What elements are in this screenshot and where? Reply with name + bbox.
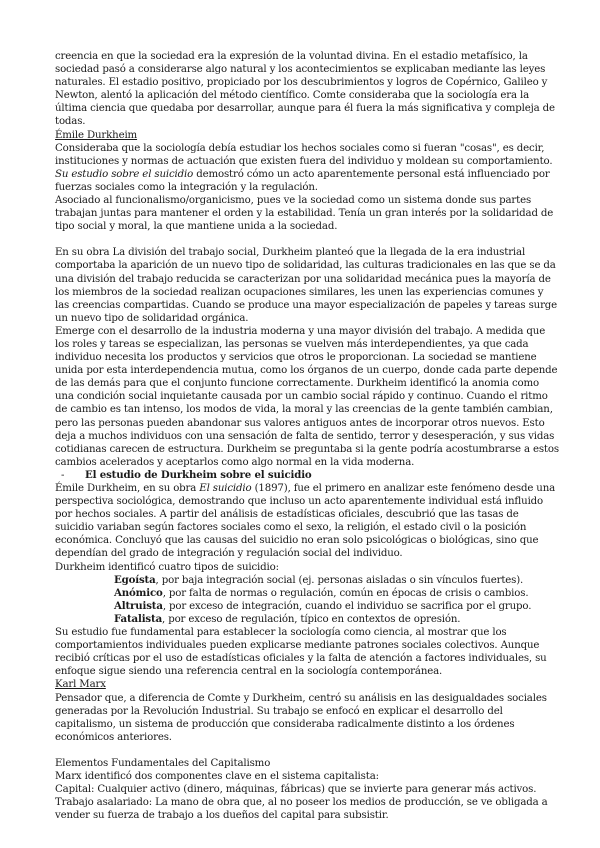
- list-item: Egoísta, por baja integración social (ej. personas aisladas o sin vínculos fuertes).: [114, 573, 524, 586]
- list-item: Anómico, por falta de normas o regulación, común en épocas de crisis o cambios.: [114, 586, 529, 599]
- division-paragraph-1: En su obra La división del trabajo social, Durkheim planteó que la llegada de la era industrial comportaba la aparición de un nuevo tipo de solidaridad, las culturas tradicionales en las que se da una división del trabajo reducida se caracterizan por una solidaridad mecánica pues la mayoría de los miembros de la sociedad realizan ocupaciones similares, les unen las experiencias comunes y las creencias compartidas. Cuando se produce una mayor especialización de papeles y tareas surge un nuevo tipo de solidaridad orgánica.: [55, 247, 558, 324]
- durkheim-paragraph-1: Consideraba que la sociología debía estudiar los hechos sociales como si fueran "cosas", es decir, instituciones y normas de actuación que existen fuera del individuo y moldean su comportamiento. Su estudio sobre el suicidio demostró cómo un acto aparentemente personal está influenciado por fuerzas sociales como la integración y la regulación.: [55, 142, 553, 193]
- marx-heading: Karl Marx: [55, 679, 106, 691]
- capitalism-heading: Elementos Fundamentales del Capitalismo: [55, 757, 271, 769]
- suicide-types-intro: Durkheim identificó cuatro tipos de suicidio:: [55, 561, 279, 573]
- suicide-heading: - El estudio de Durkheim sobre el suicidio: [61, 468, 312, 481]
- durkheim-heading: Émile Durkheim: [55, 129, 138, 141]
- division-paragraph-2: Emerge con el desarrollo de la industria moderna y una mayor división del trabajo. A medida que los roles y tareas se especializan, las personas se vuelven más interdependientes, ya que cada individuo necesita los productos y servicios que otros le proporcionan. La sociedad se mantiene unida por esta interdependencia mutua, como los órganos de un cuerpo, donde cada parte depende de las demás para que el conjunto funcione correctamente. Durkheim identificó la anomia como una condición social inquietante causada por un cambio social rápido y continuo. Cuando el ritmo de cambio es tan intenso, los modos de vida, la moral y las creencias de la gente también cambian, pero las personas pueden abandonar sus valores antiguos antes de incorporar otros nuevos. Esto deja a muchos individuos con una sensación de falta de sentido, terror y desesperación, y sus vidas cotidianas carecen de estructura. Durkheim se preguntaba si la gente podría acostumbrarse a estos cambios acelerados y aceptarlos como algo normal en la vida moderna.: [55, 325, 559, 468]
- bullet-dash: -: [61, 469, 65, 481]
- intro-continuation: creencia en que la sociedad era la expresión de la voluntad divina. En el estadio metafísico, la sociedad pasó a considerarse algo natural y los acontecimientos se explicaban mediante las leyes naturales. El estadio positivo, propiciado por los descubrimientos y logros de Copérnico, Galileo y Newton, alentó la aplicación del método científico. Comte consideraba que la sociología era la última ciencia que quedaba por desarrollar, aunque para él fuera la más significativa y compleja de todas.: [55, 51, 555, 128]
- capitalism-intro: Marx identificó dos componentes clave en el sistema capitalista:: [55, 770, 379, 782]
- capital-definition: Capital: Cualquier activo (dinero, máquinas, fábricas) que se invierte para generar más activos.: [55, 784, 537, 796]
- list-item: Fatalista, por exceso de regulación, típico en contextos de opresión.: [114, 612, 461, 625]
- suicide-book-title: El suicidio: [199, 483, 252, 494]
- list-item: Altruista, por exceso de integración, cuando el individuo se sacrifica por el grupo.: [114, 599, 532, 612]
- suicide-paragraph-1: Émile Durkheim, en su obra El suicidio (1897), fue el primero en analizar este fenómeno desde una perspectiva sociológica, demostrando que incluso un acto aparentemente individual está influido por hechos sociales. A partir del análisis de estadísticas oficiales, descubrió que las tasas de suicidio variaban según factores sociales como el sexo, la religión, el estado civil o la posición económica. Concluyó que las causas del suicidio no eran solo psicológicas o biológicas, sino que dependían del grado de integración y regulación social del individuo.: [55, 483, 556, 560]
- suicide-study-title: Su estudio sobre el suicidio: [55, 168, 194, 180]
- blank-line: [55, 233, 560, 246]
- marx-paragraph-1: Pensador que, a diferencia de Comte y Durkheim, centró su análisis en las desigualdades sociales generadas por la Revolución Industrial. Su trabajo se enfocó en explicar el desarrollo del capitalismo, un sistema de producción que consideraba radicalmente distinto a los órdenes económicos anteriores.: [55, 692, 547, 743]
- suicide-types-list: [55, 574, 560, 626]
- blank-line: [55, 744, 560, 757]
- wage-labor-definition: Trabajo asalariado: La mano de obra que, al no poseer los medios de producción, se ve obligada a vender su fuerza de trabajo a los dueños del capital para subsistir.: [55, 797, 548, 822]
- durkheim-paragraph-2: Asociado al funcionalismo/organicismo, pues ve la sociedad como un sistema donde sus partes trabajan juntas para mantener el orden y la estabilidad. Tenía un gran interés por la solidaridad de tipo social y moral, la que mantiene unida a la sociedad.: [55, 195, 554, 233]
- suicide-paragraph-2: Su estudio fue fundamental para establecer la sociología como ciencia, al mostrar que los comportamientos individuales pueden explicarse mediante patrones sociales colectivos. Aunque recibió críticas por el uso de estadísticas oficiales y la falta de atención a factores individuales, su enfoque sigue siendo una referencia central en la sociología contemporánea.: [55, 627, 547, 678]
